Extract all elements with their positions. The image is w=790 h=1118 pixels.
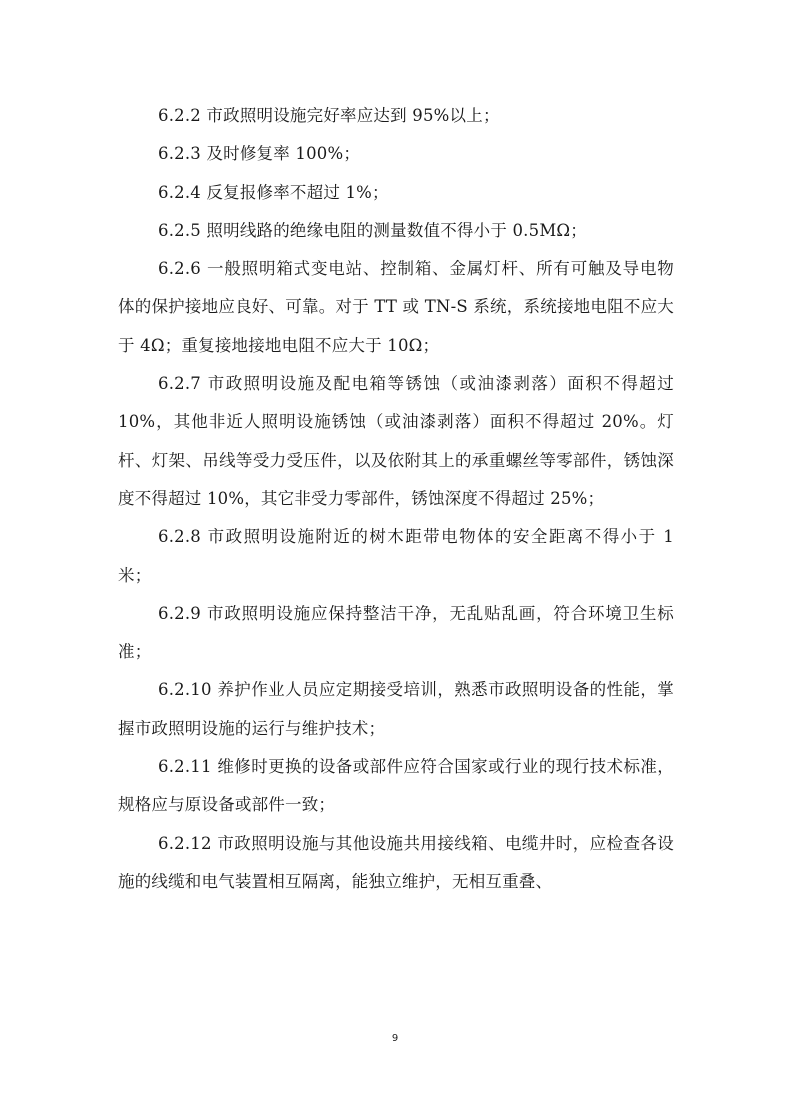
paragraph-6-2-5: 6.2.5 照明线路的绝缘电阻的测量数值不得小于 0.5MΩ； (158, 220, 587, 240)
paragraph-6-2-6: 6.2.6 一般照明箱式变电站、控制箱、金属灯杆、所有可触及导电物体的保护接地应良好、可靠。对于 TT 或 TN-S 系统，系统接地电阻不应大于 4Ω；重复接地接地电阻不应大于 10Ω； (118, 259, 674, 355)
document-body (118, 97, 674, 901)
paragraph-6-2-11: 6.2.11 维修时更换的设备或部件应符合国家或行业的现行技术标准，规格应与原设备或部件一致； (118, 757, 674, 815)
page-number: 9 (391, 1033, 399, 1044)
paragraph-6-2-8: 6.2.8 市政照明设施附近的树木距带电物体的安全距离不得小于 1 米； (118, 527, 674, 585)
paragraph-6-2-10: 6.2.10 养护作业人员应定期接受培训，熟悉市政照明设备的性能，掌握市政照明设施的运行与维护技术； (118, 680, 674, 738)
paragraph-6-2-2: 6.2.2 市政照明设施完好率应达到 95%以上； (158, 106, 500, 125)
paragraph-6-2-9: 6.2.9 市政照明设施应保持整洁干净，无乱贴乱画，符合环境卫生标准； (118, 603, 674, 662)
paragraph-6-2-3: 6.2.3 及时修复率 100%； (158, 144, 361, 164)
paragraph-6-2-12: 6.2.12 市政照明设施与其他设施共用接线箱、电缆井时，应检查各设施的线缆和电气装置相互隔离，能独立维护，无相互重叠、 (118, 833, 674, 891)
paragraph-6-2-7: 6.2.7 市政照明设施及配电箱等锈蚀（或油漆剥落）面积不得超过 10%，其他非近人照明设施锈蚀（或油漆剥落）面积不得超过 20%。灯杆、灯架、吊线等受力受压件，以及依附其上的承重螺丝等零部件，锈蚀深度不得超过 10%，其它非受力零部件，锈蚀深度不得超过 25%； (118, 374, 674, 508)
paragraph-6-2-4: 6.2.4 反复报修率不超过 1%； (158, 182, 389, 202)
